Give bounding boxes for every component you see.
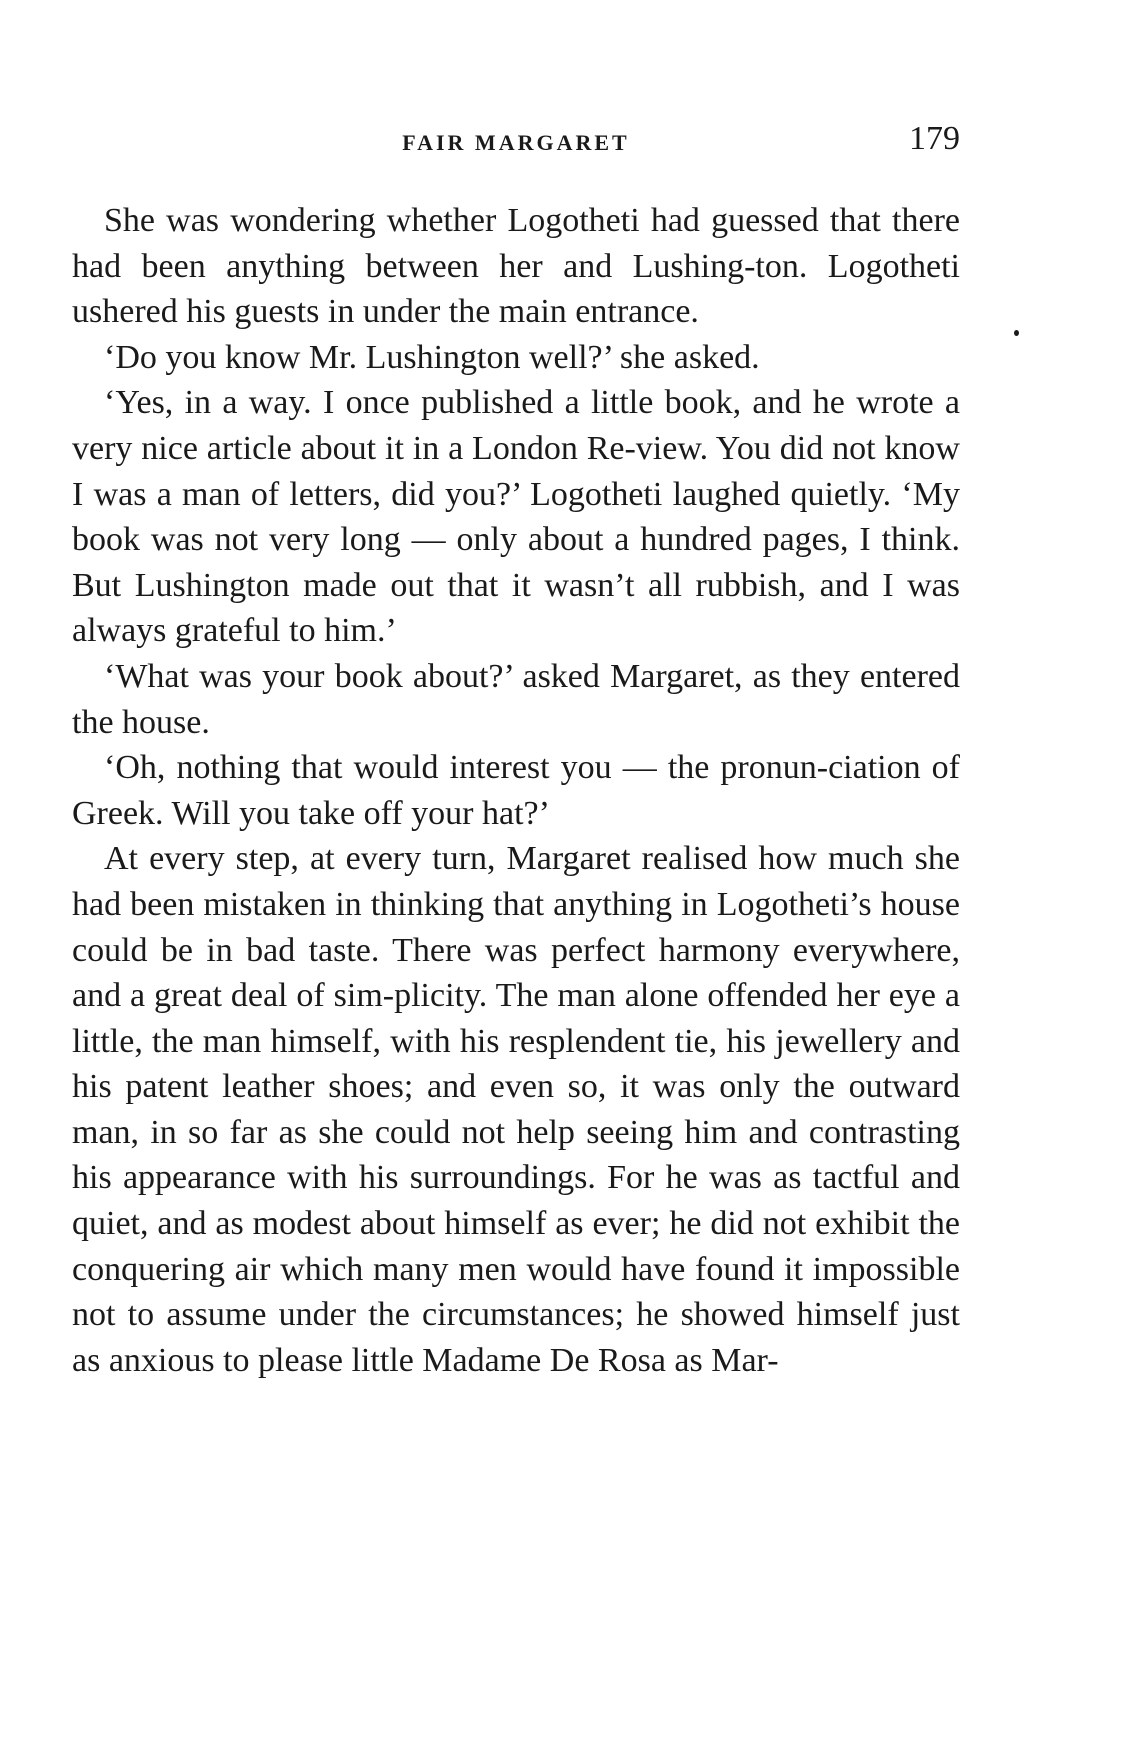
running-title: FAIR MARGARET: [402, 130, 630, 155]
paragraph: ‘Do you know Mr. Lushington well?’ she asked.: [104, 338, 760, 376]
paragraph: ‘Yes, in a way. I once published a little book, and he wrote a very nice article about it in a London Re-view. You did not know I was a man of letters, did you?’ Logotheti laughed quietly. ‘My book was not very long — only about a hundred pages, I think. But Lushington made out that it wasn’t all rubbish, and I was always grateful to him.’: [72, 384, 960, 650]
paragraph: ‘Oh, nothing that would interest you — the pronun-ciation of Greek. Will you take off your hat?’: [72, 749, 960, 832]
paragraph: At every step, at every turn, Margaret realised how much she had been mistaken in thinking that anything in Logotheti’s house could be in bad taste. There was perfect harmony everywhere, and a great deal of sim-plicity. The man alone offended her eye a little, the man himself, with his resplendent tie, his jewellery and his patent leather shoes; and even so, it was only the outward man, in so far as she could not help seeing him and contrasting his appearance with his surroundings. For he was as tactful and quiet, and as modest about himself as ever; he did not exhibit the conquering air which many men would have found it impossible not to assume under the circumstances; he showed himself just as anxious to please little Madame De Rosa as Mar-: [72, 840, 960, 1379]
paragraph: ‘What was your book about?’ asked Margaret, as they entered the house.: [72, 657, 960, 741]
paragraph: She was wondering whether Logotheti had guessed that there had been anything between her and Lushing-ton. Logotheti ushered his guests in under the main entrance.: [72, 202, 960, 331]
body-text: [72, 198, 960, 1383]
running-head: [72, 120, 960, 168]
ink-speck: [1014, 330, 1019, 336]
page-number: 179: [909, 120, 960, 157]
